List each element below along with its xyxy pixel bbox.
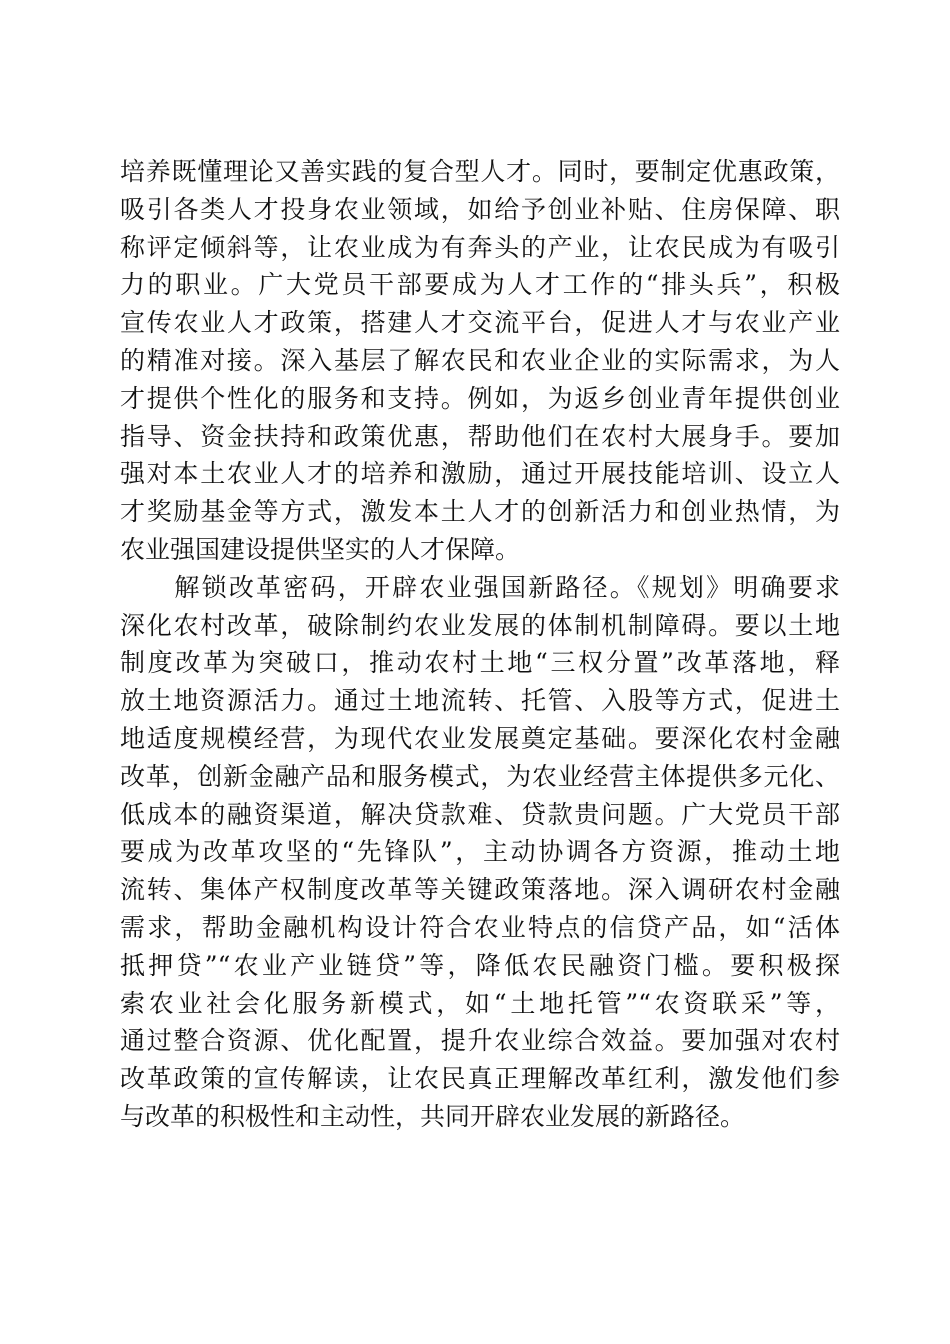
text-line: 放土地资源活力。通过土地流转、托管、入股等方式，促进土: [120, 686, 840, 716]
text-line: 与改革的积极性和主动性，共同开辟农业发展的新路径。: [120, 1101, 746, 1131]
paragraph-reform: [120, 569, 840, 1136]
text-line: 需求，帮助金融机构设计符合农业特点的信贷产品，如“活体: [120, 912, 840, 942]
text-line: 要成为改革攻坚的“先锋队”，主动协调各方资源，推动土地: [120, 837, 840, 867]
text-line: 流转、集体产权制度改革等关键政策落地。深入调研农村金融: [120, 875, 840, 905]
text-line: 低成本的融资渠道，解决贷款难、贷款贵问题。广大党员干部: [120, 799, 840, 829]
text-line: 宣传农业人才政策，搭建人才交流平台，促进人才与农业产业: [120, 308, 840, 338]
text-line: 抵押贷”“农业产业链贷”等，降低农民融资门槛。要积极探: [120, 950, 840, 980]
text-line: 地适度规模经营，为现代农业发展奠定基础。要深化农村金融: [120, 723, 840, 753]
text-line: 指导、资金扶持和政策优惠，帮助他们在农村大展身手。要加: [120, 421, 840, 451]
text-line: 改革政策的宣传解读，让农民真正理解改革红利，激发他们参: [120, 1064, 840, 1094]
document-body: [120, 153, 840, 1136]
text-line: 才奖励基金等方式，激发本土人才的创新活力和创业热情，为: [120, 497, 840, 527]
text-line: 农业强国建设提供坚实的人才保障。: [120, 534, 521, 564]
text-line: 称评定倾斜等，让农业成为有奔头的产业，让农民成为有吸引: [120, 232, 840, 262]
paragraph-talent: [120, 153, 840, 569]
text-line: 的精准对接。深入基层了解农民和农业企业的实际需求，为人: [120, 345, 840, 375]
text-line: 才提供个性化的服务和支持。例如，为返乡创业青年提供创业: [120, 383, 840, 413]
text-line: 解锁改革密码，开辟农业强国新路径。《规划》明确要求: [120, 572, 840, 602]
text-line: 吸引各类人才投身农业领域，如给予创业补贴、住房保障、职: [120, 194, 840, 224]
text-line: 培养既懂理论又善实践的复合型人才。同时，要制定优惠政策，: [120, 157, 840, 186]
text-line: 强对本土农业人才的培养和激励，通过开展技能培训、设立人: [120, 459, 840, 489]
text-line: 力的职业。广大党员干部要成为人才工作的“排头兵”，积极: [120, 270, 840, 300]
text-line: 改革，创新金融产品和服务模式，为农业经营主体提供多元化、: [120, 761, 840, 791]
text-line: 索农业社会化服务新模式，如“土地托管”“农资联采”等，: [120, 988, 840, 1018]
text-line: 通过整合资源、优化配置，提升农业综合效益。要加强对农村: [120, 1026, 840, 1056]
text-line: 制度改革为突破口，推动农村土地“三权分置”改革落地，释: [120, 648, 840, 678]
text-line: 深化农村改革，破除制约农业发展的体制机制障碍。要以土地: [120, 610, 840, 640]
